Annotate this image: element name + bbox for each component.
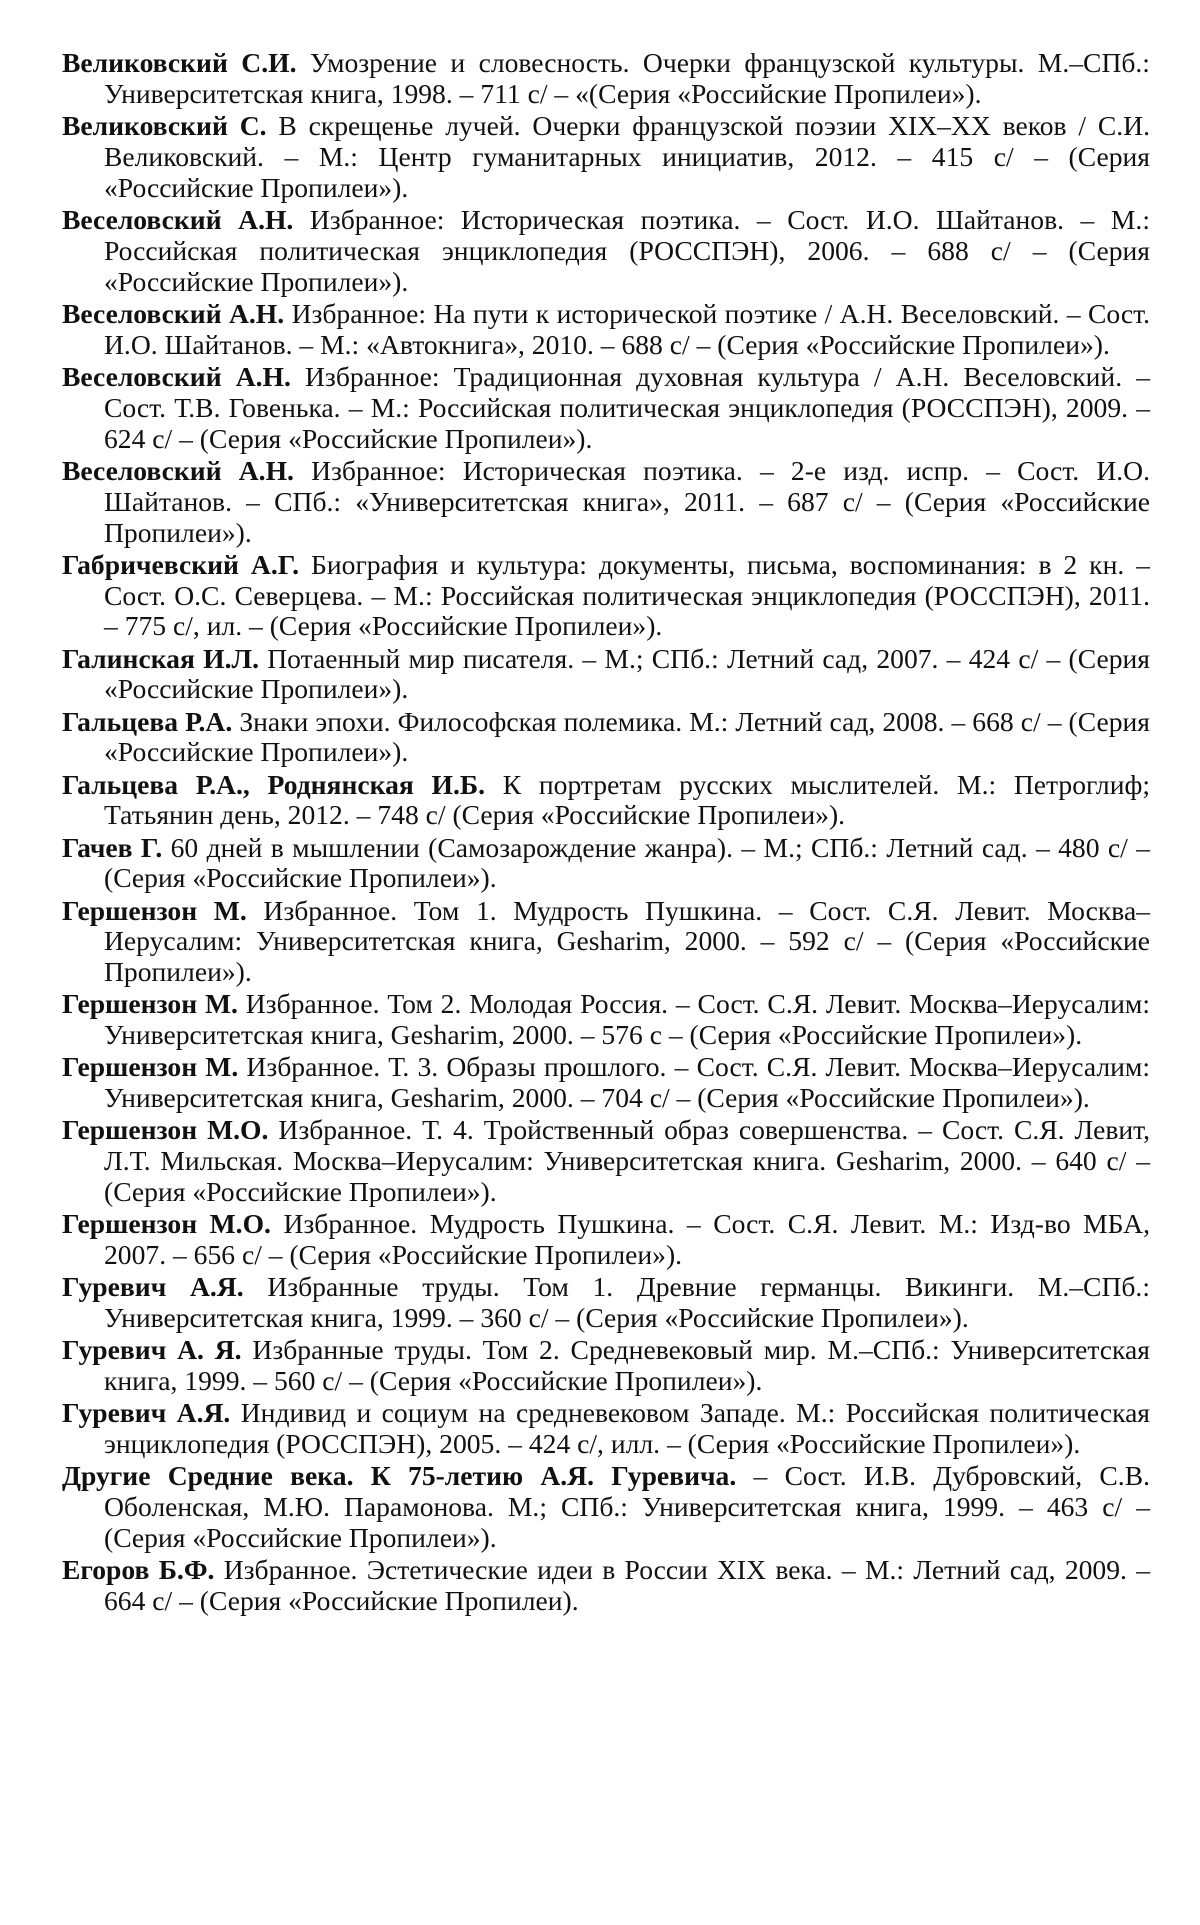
- bibliography-entry: [62, 770, 1150, 832]
- entry-text: Избранное: Традиционная духовная культура / А.Н. Веселовский. – Сост. Т.В. Говенька. – М.: Российская политическая энциклопедия (РОССПЭН), 2009. – 624 с/ – (Серия «Российские Пропилеи»).: [104, 360, 1150, 454]
- bibliography-entry: [62, 362, 1150, 455]
- entry-author: Гальцева Р.А.: [62, 705, 233, 737]
- entry-text: К портретам русских мыслителей. М.: Петроглиф; Татьянин день, 2012. – 748 с/ (Серия «Российские Пропилеи»).: [104, 768, 1151, 831]
- entry-author: Веселовский А.Н.: [62, 454, 294, 486]
- bibliography-entry: [62, 550, 1150, 643]
- entry-author: Веселовский А.Н.: [62, 203, 294, 235]
- entry-author: Веселовский А.Н.: [62, 360, 291, 392]
- bibliography-entry: [62, 1272, 1150, 1334]
- entry-author: Веселовский А.Н.: [62, 297, 285, 329]
- entry-text: Умозрение и словесность. Очерки французской культуры. М.–СПб.: Университетская книга, 1998. – 711 с/ – «(Серия «Российские Пропилеи»).: [104, 47, 1150, 109]
- bibliography-entry: [62, 896, 1150, 989]
- bibliography-entry: [62, 1398, 1150, 1460]
- bibliography-page: [62, 48, 1150, 1618]
- bibliography-entry: [62, 48, 1150, 110]
- entry-text: Избранное. Т. 4. Тройственный образ совершенства. – Сост. С.Я. Левит, Л.Т. Мильская. Москва–Иерусалим: Университетская книга. Gesharim, 2000. – 640 с/ – (Серия «Российские Пропилеи»).: [104, 1114, 1150, 1208]
- entry-author: Гуревич А.Я.: [62, 1397, 231, 1429]
- bibliography-entry: [62, 299, 1150, 361]
- entry-text: Биография и культура: документы, письма, воспоминания: в 2 кн. – Сост. О.С. Северцева. – М.: Российская политическая энциклопедия (РОССПЭН), 2011. – 775 с/, ил. – (Серия «Российские Пропилеи»).: [104, 548, 1150, 642]
- entry-author: Гершензон М.О.: [62, 1114, 269, 1146]
- entry-text: Избранное: Историческая поэтика. – 2-е изд. испр. – Сост. И.О. Шайтанов. – СПб.: «Университетская книга», 2011. – 687 с/ – (Серия «Российские Пропилеи»).: [104, 454, 1150, 548]
- bibliography-entry: [62, 1555, 1150, 1617]
- entry-author: Великовский С.И.: [62, 47, 297, 78]
- entry-author: Гершензон М.О.: [62, 1208, 271, 1240]
- entry-text: Избранные труды. Том 2. Средневековый мир. М.–СПб.: Университетская книга, 1999. – 560 с/ – (Серия «Российские Пропилеи»).: [104, 1334, 1150, 1397]
- bibliography-entry: [62, 111, 1150, 204]
- bibliography-entry: [62, 1209, 1150, 1271]
- entry-text: Избранное. Т. 3. Образы прошлого. – Сост. С.Я. Левит. Москва–Иерусалим: Университетская книга, Gesharim, 2000. – 704 с/ – (Серия «Российские Пропилеи»).: [104, 1051, 1150, 1114]
- entry-text: В скрещенье лучей. Очерки французской поэзии XIX–XX веков / С.И. Великовский. – М.: Центр гуманитарных инициатив, 2012. – 415 с/ – (Серия «Российские Пропилеи»).: [104, 110, 1150, 203]
- entry-author: Егоров Б.Ф.: [62, 1554, 215, 1586]
- bibliography-entry: [62, 1115, 1150, 1208]
- entry-author: Гершензон М.: [62, 988, 238, 1020]
- bibliography-entry: [62, 205, 1150, 298]
- entry-author: Галинская И.Л.: [62, 642, 259, 674]
- entry-author: Другие Средние века. К 75-летию А.Я. Гуревича.: [62, 1460, 737, 1492]
- entry-author: Гершензон М.: [62, 1051, 239, 1083]
- bibliography-entry: [62, 1461, 1150, 1554]
- entry-text: Избранные труды. Том 1. Древние германцы. Викинги. М.–СПб.: Университетская книга, 1999. – 360 с/ – (Серия «Российские Пропилеи»).: [104, 1271, 1150, 1334]
- entry-author: Гуревич А. Я.: [62, 1334, 242, 1366]
- entry-text: Знаки эпохи. Философская полемика. М.: Летний сад, 2008. – 668 с/ – (Серия «Российские Пропилеи»).: [104, 705, 1150, 768]
- bibliography-entry: [62, 833, 1150, 895]
- entry-text: Избранное. Том 2. Молодая Россия. – Сост. С.Я. Левит. Москва–Иерусалим: Университетская книга, Gesharim, 2000. – 576 с – (Серия «Российские Пропилеи»).: [104, 988, 1150, 1051]
- entry-text: – Сост. И.В. Дубровский, С.В. Оболенская, М.Ю. Парамонова. М.; СПб.: Университетская книга, 1999. – 463 с/ – (Серия «Российские Пропилеи»).: [104, 1460, 1150, 1554]
- bibliography-entry: [62, 456, 1150, 549]
- entry-text: Избранное. Том 1. Мудрость Пушкина. – Сост. С.Я. Левит. Москва–Иерусалим: Университетская книга, Gesharim, 2000. – 592 с/ – (Серия «Российские Пропилеи»).: [104, 894, 1151, 988]
- entry-author: Гачев Г.: [62, 831, 163, 863]
- bibliography-entry: [62, 1335, 1150, 1397]
- entry-text: Потаенный мир писателя. – М.; СПб.: Летний сад, 2007. – 424 с/ – (Серия «Российские Пропилеи»).: [104, 642, 1150, 705]
- entry-text: Избранное: На пути к исторической поэтике / А.Н. Веселовский. – Сост. И.О. Шайтанов. – М.: «Автокнига», 2010. – 688 с/ – (Серия «Российские Пропилеи»).: [104, 297, 1150, 360]
- bibliography-entry: [62, 1052, 1150, 1114]
- entry-author: Гуревич А.Я.: [62, 1271, 244, 1303]
- entry-text: 60 дней в мышлении (Самозарождение жанра). – М.; СПб.: Летний сад. – 480 с/ – (Серия «Российские Пропилеи»).: [104, 831, 1150, 894]
- entry-author: Гершензон М.: [62, 894, 247, 926]
- bibliography-entry: [62, 989, 1150, 1051]
- entry-author: Габричевский А.Г.: [62, 548, 300, 580]
- entry-text: Избранное: Историческая поэтика. – Сост. И.О. Шайтанов. – М.: Российская политическая энциклопедия (РОССПЭН), 2006. – 688 с/ – (Серия «Российские Пропилеи»).: [104, 203, 1150, 297]
- entry-author: Великовский С.: [62, 110, 267, 141]
- bibliography-entry: [62, 644, 1150, 706]
- entry-text: Избранное. Эстетические идеи в России XIX века. – М.: Летний сад, 2009. – 664 с/ – (Серия «Российские Пропилеи).: [104, 1554, 1150, 1617]
- entry-text: Индивид и социум на средневековом Западе. М.: Российская политическая энциклопедия (РОССПЭН), 2005. – 424 с/, илл. – (Серия «Российские Пропилеи»).: [104, 1397, 1151, 1460]
- bibliography-entry: [62, 707, 1150, 769]
- entry-text: Избранное. Мудрость Пушкина. – Сост. С.Я. Левит. М.: Изд-во МБА, 2007. – 656 с/ – (Серия «Российские Пропилеи»).: [104, 1208, 1150, 1271]
- entry-author: Гальцева Р.А., Роднянская И.Б.: [62, 768, 486, 800]
